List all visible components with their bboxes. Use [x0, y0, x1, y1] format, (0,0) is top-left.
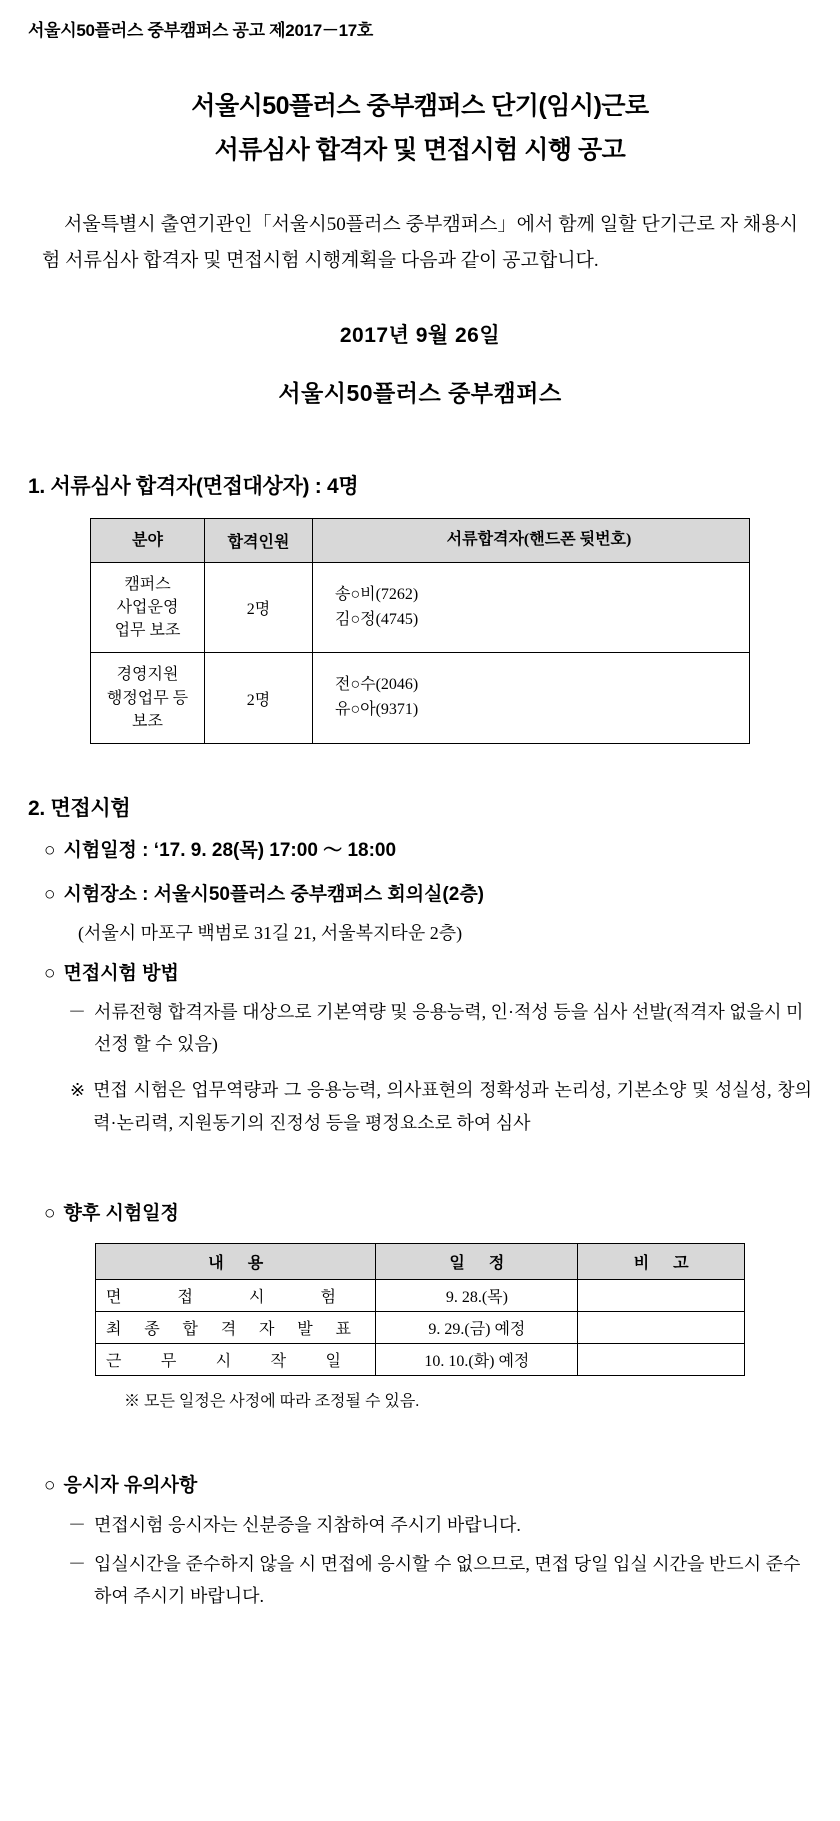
schedule-footnote-text: 모든 일정은 사정에 따라 조정될 수 있음. [144, 1393, 420, 1411]
reference-mark-icon: ※ [70, 1080, 86, 1101]
table-header-row [96, 1244, 745, 1280]
column-header-field: 분야 [91, 518, 205, 562]
cell-date: 9. 29.(금) 예정 [376, 1312, 578, 1344]
section-1-heading: 1. 서류심사 합격자(면접대상자) : 4명 [28, 474, 359, 498]
section-2-heading: 2. 면접시험 [28, 797, 131, 820]
content-char: 작 [270, 1353, 287, 1371]
column-header-count: 합격인원 [205, 518, 313, 562]
title-line-2: 서류심사 합격자 및 면접시험 시행 공고 [214, 135, 626, 164]
dash-bullet-icon: － [68, 1554, 86, 1575]
circle-bullet-icon: ○ [44, 1475, 56, 1497]
cell-date: 10. 10.(화) 예정 [376, 1344, 578, 1376]
column-header-date: 일 정 [376, 1244, 578, 1280]
interview-method-label: 면접시험 방법 [63, 962, 179, 984]
interview-schedule-text: 시험일정 : ‘17. 9. 28(목) 17:00 ～ 18:00 [63, 840, 397, 861]
interview-address: (서울시 마포구 백범로 31길 21, 서울복지타운 2층) [78, 922, 463, 943]
document-pass-table [90, 518, 750, 744]
cell-count: 2명 [205, 653, 313, 744]
content-char: 발 [297, 1321, 313, 1339]
column-header-names: 서류합격자(핸드폰 뒷번호) [313, 518, 750, 562]
content-char: 접 [177, 1289, 193, 1307]
intro-text: 서울특별시 출연기관인「서울시50플러스 중부캠퍼스」에서 함께 일할 단기근로 자 채용시험 서류심사 합격자 및 면접시험 시행계획을 다음과 같이 공고합니다. [42, 213, 798, 271]
interview-method-detail-text: 서류전형 합격자를 대상으로 기본역량 및 응용능력, 인·적성 등을 심사 선발(적격자 없을시 미선정 할 수 있음) [94, 1002, 804, 1054]
cell-note [578, 1312, 745, 1344]
document-title [28, 85, 812, 173]
table-row [96, 1344, 745, 1376]
field-line: 사업운영 [116, 599, 179, 617]
table-row [91, 562, 750, 653]
table-row [96, 1280, 745, 1312]
interview-method-note [28, 1074, 812, 1139]
applicant-note-text: 입실시간을 준수하지 않을 시 면접에 응시할 수 없으므로, 면접 당일 입실 시간을 반드시 준수하여 주시기 바랍니다. [94, 1554, 801, 1606]
table-header-row [91, 518, 750, 562]
future-schedule-label: 향후 시험일정 [63, 1202, 179, 1224]
applicant-notes-heading [28, 1471, 812, 1501]
cell-names [313, 653, 750, 744]
title-line-1: 서울시50플러스 중부캠퍼스 단기(임시)근로 [191, 92, 649, 120]
issue-date: 2017년 9월 26일 [339, 323, 501, 347]
field-line: 업무 보조 [114, 622, 181, 640]
reference-mark-icon: ※ [124, 1393, 141, 1411]
applicant-notes-label: 응시자 유의사항 [63, 1475, 198, 1497]
interview-method-note-text: 면접 시험은 업무역량과 그 응용능력, 의사표현의 정확성과 논리성, 기본소양 및 성실성, 창의력·논리력, 지원동기의 진정성 등을 평정요소로 하여 심사 [93, 1080, 812, 1133]
cell-note [578, 1280, 745, 1312]
interview-schedule-item [28, 836, 812, 866]
issuing-organization: 서울시50플러스 중부캠퍼스 [278, 379, 562, 406]
circle-bullet-icon: ○ [44, 962, 56, 984]
interview-location-item [28, 880, 812, 910]
cell-content [96, 1344, 376, 1376]
content-char: 면 [106, 1289, 122, 1307]
table-row [91, 653, 750, 744]
content-char: 무 [160, 1353, 177, 1371]
content-char: 종 [144, 1321, 160, 1339]
field-line: 경영지원 [116, 666, 179, 684]
column-header-content: 내 용 [96, 1244, 376, 1280]
name-entry: 송○비(7262) [335, 585, 419, 603]
content-char: 격 [220, 1321, 237, 1339]
table-row [96, 1312, 745, 1344]
cell-content [96, 1280, 376, 1312]
content-char: 시 [249, 1289, 265, 1307]
cell-date: 9. 28.(목) [376, 1280, 578, 1312]
cell-field [91, 562, 205, 653]
cell-field [91, 653, 205, 744]
applicant-note-item [28, 1549, 812, 1612]
content-char: 최 [106, 1321, 122, 1339]
content-char: 험 [320, 1289, 336, 1307]
cell-content [96, 1312, 376, 1344]
dash-bullet-icon: － [68, 1002, 86, 1023]
name-entry: 전○수(2046) [335, 676, 419, 694]
notice-number: 서울시50플러스 중부캠퍼스 공고 제2017－17호 [28, 21, 374, 40]
circle-bullet-icon: ○ [44, 1202, 56, 1224]
interview-location-text: 시험장소 : 서울시50플러스 중부캠퍼스 회의실(2층) [63, 884, 485, 906]
content-char: 근 [106, 1353, 122, 1371]
name-entry: 유○아(9371) [335, 701, 419, 719]
future-schedule-table [95, 1243, 745, 1376]
interview-method-detail [28, 997, 812, 1060]
dash-bullet-icon: － [68, 1514, 86, 1535]
field-line: 행정업무 등 [106, 689, 189, 707]
interview-method-heading [28, 959, 812, 989]
content-char: 자 [259, 1321, 275, 1339]
content-char: 합 [182, 1321, 198, 1339]
content-char: 시 [215, 1353, 232, 1371]
circle-bullet-icon: ○ [44, 884, 56, 906]
column-header-note: 비 고 [578, 1244, 745, 1280]
schedule-footnote [28, 1388, 812, 1411]
name-entry: 김○정(4745) [335, 610, 419, 628]
applicant-note-item [28, 1510, 812, 1542]
field-line: 보조 [132, 712, 163, 730]
cell-names [313, 562, 750, 653]
cell-note [578, 1344, 745, 1376]
circle-bullet-icon: ○ [44, 840, 56, 861]
intro-paragraph [28, 207, 812, 279]
field-line: 캠퍼스 [124, 575, 171, 593]
future-schedule-heading [28, 1199, 812, 1229]
content-char: 표 [335, 1321, 351, 1339]
applicant-note-text: 면접시험 응시자는 신분증을 지참하여 주시기 바랍니다. [94, 1514, 521, 1535]
content-char: 일 [325, 1353, 341, 1371]
cell-count: 2명 [205, 562, 313, 653]
